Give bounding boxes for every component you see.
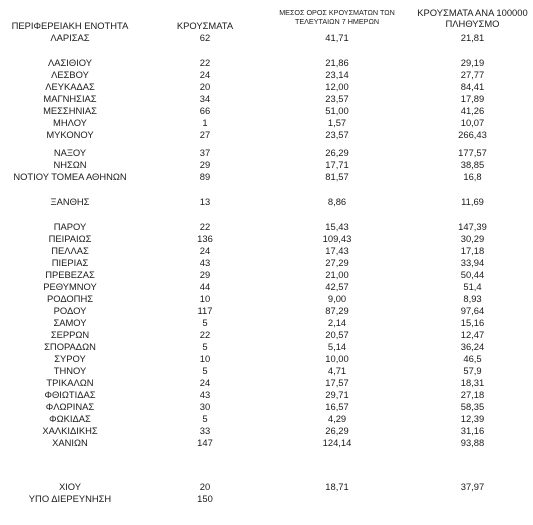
per-100000-cell: 10,07 (460, 117, 485, 128)
region-cell: ΠΕΙΡΑΙΩΣ (48, 233, 92, 244)
table-row (0, 401, 533, 413)
seven-day-average-cell: 1,57 (327, 117, 347, 128)
per-100000-cell: 266,43 (458, 129, 487, 140)
seven-day-average-cell: 87,29 (325, 305, 349, 316)
cases-cell: 30 (199, 401, 211, 412)
cases-cell: 34 (199, 93, 211, 104)
table-row (0, 365, 533, 377)
table-row (0, 257, 533, 269)
table-row (0, 57, 533, 69)
region-cell: ΝΟΤΙΟΥ ΤΟΜΕΑ ΑΘΗΝΩΝ (13, 171, 127, 182)
seven-day-average-cell: 17,57 (325, 377, 349, 388)
cases-cell: 29 (199, 159, 211, 170)
per-100000-cell: 27,77 (460, 69, 485, 80)
seven-day-average-cell: 10,00 (325, 353, 349, 364)
cases-cell: 43 (199, 257, 211, 268)
region-cell: ΣΑΜΟΥ (53, 317, 87, 328)
table-row (0, 493, 533, 505)
header-7day-average-line2: ΤΕΛΕΥΤΑΙΩΝ 7 ΗΜΕΡΩΝ (294, 17, 380, 26)
per-100000-cell: 12,39 (460, 413, 485, 424)
seven-day-average-cell: 15,43 (325, 221, 349, 232)
seven-day-average-cell: 2,14 (327, 317, 347, 328)
table-row (0, 437, 533, 449)
region-cell: ΧΙΟΥ (58, 481, 82, 492)
seven-day-average-cell: 21,00 (325, 269, 349, 280)
table-row (0, 377, 533, 389)
per-100000-cell: 27,18 (460, 389, 485, 400)
per-100000-cell: 50,44 (460, 269, 485, 280)
per-100000-cell: 46,5 (463, 353, 482, 364)
region-cell: ΞΑΝΘΗΣ (50, 196, 90, 207)
region-cell: ΜΥΚΟΝΟΥ (46, 129, 94, 140)
cases-cell: 24 (199, 69, 211, 80)
per-100000-cell: 38,85 (460, 159, 485, 170)
per-100000-cell: 12,47 (460, 329, 485, 340)
seven-day-average-cell: 81,57 (325, 171, 349, 182)
seven-day-average-cell: 12,00 (325, 81, 349, 92)
region-cell: ΝΑΞΟΥ (53, 147, 87, 158)
seven-day-average-cell: 5,14 (327, 341, 347, 352)
region-cell: ΣΥΡΟΥ (54, 353, 86, 364)
cases-cell: 37 (199, 147, 211, 158)
seven-day-average-cell: 42,57 (325, 281, 349, 292)
seven-day-average-cell: 9,00 (327, 293, 347, 304)
per-100000-cell: 18,31 (460, 377, 485, 388)
per-100000-cell: 16,8 (463, 171, 482, 182)
table-row (0, 293, 533, 305)
table-row (0, 305, 533, 317)
seven-day-average-cell: 8,86 (327, 196, 347, 207)
cases-cell: 27 (199, 129, 211, 140)
cases-cell: 62 (199, 32, 211, 43)
cases-cell: 66 (199, 105, 211, 116)
per-100000-cell: 51,4 (463, 281, 482, 292)
seven-day-average-cell: 27,29 (325, 257, 349, 268)
seven-day-average-cell: 26,29 (325, 147, 349, 158)
region-cell: ΤΗΝΟΥ (53, 365, 87, 376)
seven-day-average-cell: 26,29 (325, 425, 349, 436)
header-per-100000-line1: ΚΡΟΥΣΜΑΤΑ ΑΝΑ 100000 (417, 7, 528, 18)
header-region: ΠΕΡΙΦΕΡΕΙΑΚΗ ΕΝΟΤΗΤΑ (11, 20, 129, 31)
cases-cell: 150 (197, 493, 213, 504)
per-100000-cell: 17,89 (460, 93, 485, 104)
per-100000-cell: 84,41 (460, 81, 485, 92)
cases-cell: 20 (199, 481, 211, 492)
region-cell: ΛΕΥΚΑΔΑΣ (45, 81, 95, 92)
cases-cell: 29 (199, 269, 211, 280)
region-cell: ΣΕΡΡΩΝ (50, 329, 90, 340)
table-row (0, 171, 533, 183)
table-row (0, 105, 533, 117)
region-cell: ΛΑΡΙΣΑΣ (50, 32, 90, 43)
region-cell: ΦΛΩΡΙΝΑΣ (45, 401, 95, 412)
region-cell: ΠΑΡΟΥ (53, 221, 87, 232)
region-cell: ΠΙΕΡΙΑΣ (51, 257, 89, 268)
seven-day-average-cell: 41,71 (325, 32, 349, 43)
per-100000-cell: 21,81 (460, 32, 485, 43)
cases-cell: 22 (199, 221, 211, 232)
table-row (0, 353, 533, 365)
table-row (0, 129, 533, 141)
region-cell: ΧΑΛΚΙΔΙΚΗΣ (42, 425, 98, 436)
table-row (0, 233, 533, 245)
per-100000-cell: 147,39 (458, 221, 487, 232)
cases-cell: 10 (199, 293, 211, 304)
per-100000-cell: 36,24 (460, 341, 485, 352)
table-row (0, 69, 533, 81)
cases-cell: 24 (199, 377, 211, 388)
per-100000-cell: 93,88 (460, 437, 485, 448)
table-row (0, 117, 533, 129)
region-cell: ΥΠΟ ΔΙΕΡΕΥΝΗΣΗ (28, 493, 112, 504)
seven-day-average-cell: 16,57 (325, 401, 349, 412)
per-100000-cell: 57,9 (463, 365, 482, 376)
cases-cell: 1 (202, 117, 208, 128)
cases-cell: 33 (199, 425, 211, 436)
region-cell: ΧΑΝΙΩΝ (52, 437, 88, 448)
table-row (0, 159, 533, 171)
per-100000-cell: 8,93 (463, 293, 482, 304)
seven-day-average-cell: 17,43 (325, 245, 349, 256)
per-100000-cell: 58,35 (460, 401, 485, 412)
region-cell: ΛΑΣΙΘΙΟΥ (47, 57, 93, 68)
region-cell: ΠΕΛΛΑΣ (51, 245, 89, 256)
cases-cell: 24 (199, 245, 211, 256)
per-100000-cell: 33,94 (460, 257, 485, 268)
table-row (0, 196, 533, 208)
per-100000-cell: 29,19 (460, 57, 485, 68)
region-cell: ΡΟΔΟΠΗΣ (46, 293, 94, 304)
header-7day-average (262, 8, 412, 26)
table-row (0, 245, 533, 257)
region-cell: ΠΡΕΒΕΖΑΣ (45, 269, 95, 280)
seven-day-average-cell: 20,57 (325, 329, 349, 340)
per-100000-cell: 41,26 (460, 105, 485, 116)
table-row (0, 221, 533, 233)
table-row (0, 281, 533, 293)
region-cell: ΜΗΛΟΥ (53, 117, 87, 128)
per-100000-cell: 30,29 (460, 233, 485, 244)
cases-cell: 22 (199, 57, 211, 68)
table-row (0, 481, 533, 493)
cases-cell: 22 (199, 329, 211, 340)
region-cell: ΣΠΟΡΑΔΩΝ (44, 341, 96, 352)
region-cell: ΛΕΣΒΟΥ (51, 69, 89, 80)
header-cases: ΚΡΟΥΣΜΑΤΑ (176, 20, 234, 31)
region-cell: ΜΕΣΣΗΝΙΑΣ (43, 105, 97, 116)
cases-cell: 5 (202, 317, 208, 328)
per-100000-cell: 97,64 (460, 305, 485, 316)
cases-cell: 44 (199, 281, 211, 292)
seven-day-average-cell: 17,71 (325, 159, 349, 170)
cases-cell: 89 (199, 171, 211, 182)
cases-cell: 147 (197, 437, 213, 448)
table-row (0, 425, 533, 437)
cases-cell: 20 (199, 81, 211, 92)
region-cell: ΝΗΣΩΝ (53, 159, 87, 170)
region-cell: ΦΘΙΩΤΙΔΑΣ (44, 389, 96, 400)
seven-day-average-cell: 109,43 (322, 233, 352, 244)
per-100000-cell: 37,97 (460, 481, 485, 492)
table-row (0, 317, 533, 329)
header-per-100000-line2: ΠΛΗΘΥΣΜΟ (445, 18, 500, 29)
region-cell: ΡΕΘΥΜΝΟΥ (43, 281, 97, 292)
seven-day-average-cell: 29,71 (325, 389, 349, 400)
per-100000-cell: 177,57 (458, 147, 487, 158)
region-cell: ΤΡΙΚΑΛΩΝ (46, 377, 94, 388)
header-per-100000 (412, 7, 533, 29)
cases-cell: 43 (199, 389, 211, 400)
seven-day-average-cell: 4,29 (327, 413, 347, 424)
table-row (0, 32, 533, 44)
seven-day-average-cell: 23,57 (325, 129, 349, 140)
cases-cell: 10 (199, 353, 211, 364)
table-row (0, 413, 533, 425)
seven-day-average-cell: 51,00 (325, 105, 349, 116)
per-100000-cell: 31,16 (460, 425, 485, 436)
cases-cell: 5 (202, 365, 208, 376)
table-row (0, 341, 533, 353)
region-cell: ΦΩΚΙΔΑΣ (49, 413, 91, 424)
per-100000-cell: 15,16 (460, 317, 485, 328)
seven-day-average-cell: 124,14 (322, 437, 352, 448)
table-row (0, 93, 533, 105)
header-7day-average-line1: ΜΕΣΟΣ ΟΡΟΣ ΚΡΟΥΣΜΑΤΩΝ ΤΩΝ (279, 8, 395, 17)
seven-day-average-cell: 23,14 (325, 69, 349, 80)
per-100000-cell: 17,18 (460, 245, 485, 256)
cases-cell: 5 (202, 413, 208, 424)
table-row (0, 389, 533, 401)
table-row (0, 81, 533, 93)
table-row (0, 329, 533, 341)
seven-day-average-cell: 21,86 (325, 57, 349, 68)
cases-cell: 136 (197, 233, 213, 244)
per-100000-cell: 11,69 (461, 196, 484, 207)
cases-cell: 117 (197, 305, 213, 316)
cases-cell: 13 (199, 196, 211, 207)
seven-day-average-cell: 23,57 (325, 93, 349, 104)
cases-cell: 5 (202, 341, 208, 352)
seven-day-average-cell: 4,71 (327, 365, 347, 376)
table-row (0, 269, 533, 281)
region-cell: ΡΟΔΟΥ (53, 305, 87, 316)
seven-day-average-cell: 18,71 (325, 481, 349, 492)
table-row (0, 147, 533, 159)
region-cell: ΜΑΓΝΗΣΙΑΣ (43, 93, 97, 104)
